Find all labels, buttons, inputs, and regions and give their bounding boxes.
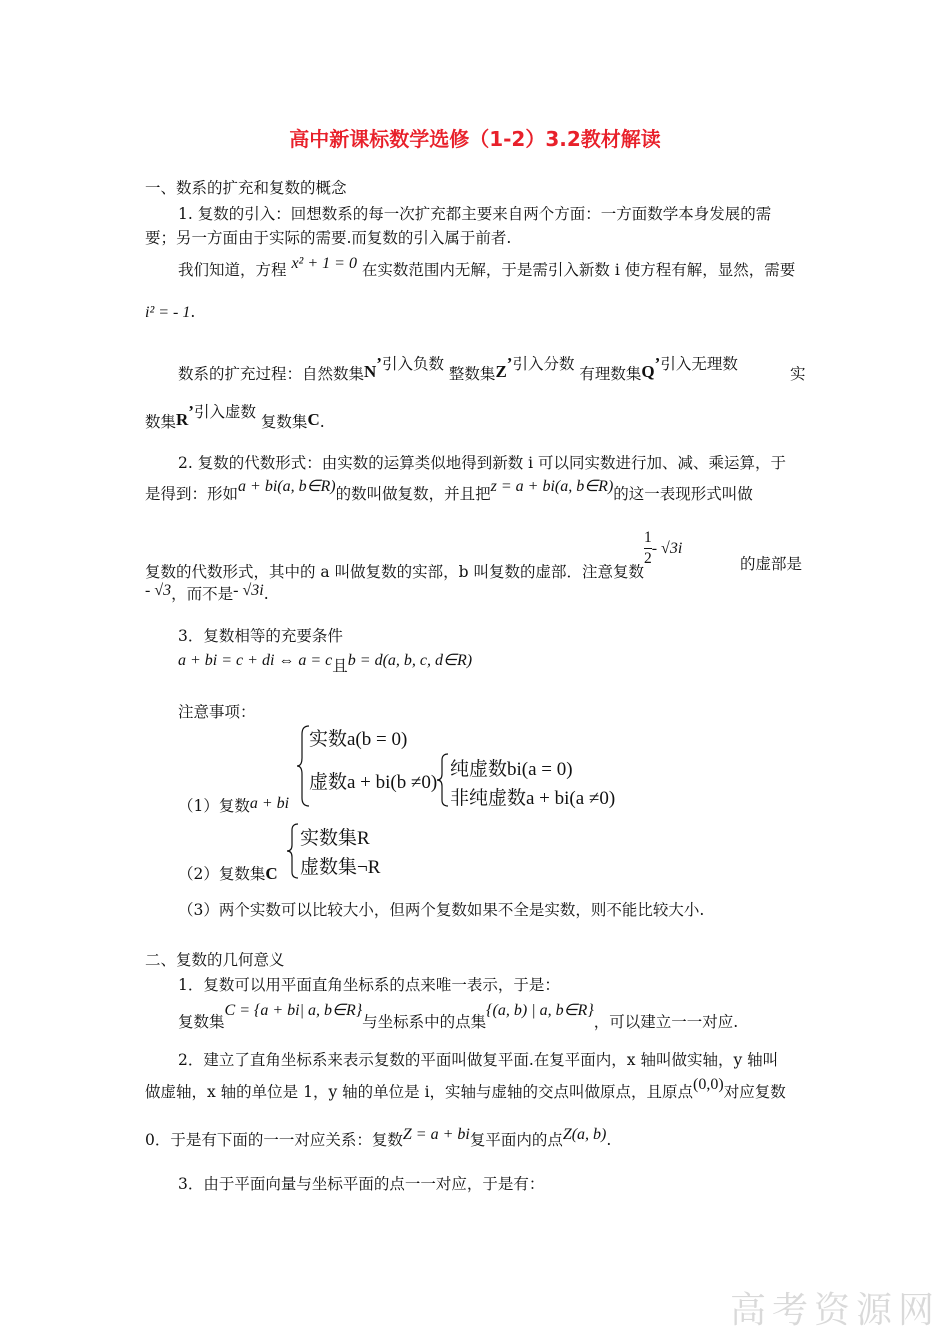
note-2-real-set: 实数集R xyxy=(300,828,370,849)
note-1-non-pure-imaginary: 非纯虚数a + bi(a ≠0) xyxy=(450,788,616,809)
algebraic-form-expr: z = a + bi(a, b∈R) xyxy=(490,478,614,495)
imag-part-value: - √3 xyxy=(145,582,172,599)
equation-paragraph: 我们知道，方程 x² + 1 = 0 在实数范围内无解，于是需引入新数 i 使方程有解，显然，需要 xyxy=(178,255,796,279)
not-imag-part-value: - √3i xyxy=(233,582,264,599)
note-1-imaginary-number: 虚数a + bi(b ≠0) xyxy=(309,772,438,793)
note-3: （3）两个实数可以比较大小，但两个复数如果不全是实数，则不能比较大小. xyxy=(178,901,705,919)
equation-x-squared: x² + 1 = 0 xyxy=(291,255,357,272)
algebraic-form-line-4: - √3，而不是- √3i. xyxy=(145,582,269,603)
equality-heading: 3．复数相等的充要条件 xyxy=(178,627,343,645)
origin-point: (0,0) xyxy=(693,1076,724,1093)
geometric-line-1: 1．复数可以用平面直角坐标系的点来唯一表示，于是： xyxy=(178,976,560,994)
note-1-real-number: 实数a(b = 0) xyxy=(309,729,408,750)
i-squared-line: i² = - 1. xyxy=(145,303,196,321)
set-C-definition: C = {a + bi| a, b∈R} xyxy=(224,1002,363,1019)
watermark: 高考资源网 xyxy=(730,1290,941,1331)
note-1-sub-brace xyxy=(436,752,450,808)
section-2-heading: 二、复数的几何意义 xyxy=(145,951,285,969)
number-system-extension: 数系的扩充过程：自然数集N’引入负数 整数集Z’引入分数 有理数集Q’引入无理数 xyxy=(178,354,738,383)
equation-i-squared: i² = - 1 xyxy=(145,304,191,321)
set-N: N xyxy=(364,362,377,381)
algebraic-form-line-3-end: 的虚部是 xyxy=(740,555,803,573)
algebraic-form-line-3: 复数的代数形式，其中的 a 叫做复数的实部，b 叫复数的虚部．注意复数 $\frac{1}{2}$ - √3i xyxy=(145,529,683,581)
algebraic-form-line-1: 2. 复数的代数形式：由实数的运算类似地得到新数 i 可以同实数进行加、减、乘运算，于 xyxy=(178,454,787,472)
notes-heading: 注意事项： xyxy=(178,703,256,721)
note-2-imaginary-set: 虚数集¬R xyxy=(300,857,381,878)
set-Z: Z xyxy=(495,362,507,381)
section-1-heading: 一、数系的扩充和复数的概念 xyxy=(145,179,347,197)
document-title: 高中新课标数学选修（1-2）3.2教材解读 xyxy=(289,127,661,151)
geometric-line-2: 复数集C = {a + bi| a, b∈R}与坐标系中的点集{(a, b) | a, b∈R}，可以建立一一对应. xyxy=(178,1002,739,1031)
intro-paragraph-line-2: 要；另一方面由于实际的需要.而复数的引入属于前者. xyxy=(145,229,512,247)
set-Q: Q xyxy=(641,362,655,381)
vector-correspondence-line: 3．由于平面向量与坐标平面的点一一对应，于是有： xyxy=(178,1175,545,1193)
set-R: R xyxy=(176,410,189,429)
point-Z: Z(a, b) xyxy=(562,1126,607,1143)
point-set-definition: {(a, b) | a, b∈R} xyxy=(486,1002,594,1019)
extension-wrap-char: 实 xyxy=(790,365,806,383)
complex-plane-line-3: 0．于是有下面的一一对应关系：复数Z = a + bi复平面内的点Z(a, b). xyxy=(145,1126,612,1149)
algebraic-form-line-2: 是得到：形如a + bi(a, b∈R)的数叫做复数，并且把z = a + bi(a, b∈R)的这一表现形式叫做 xyxy=(145,478,753,503)
note-1-pure-imaginary: 纯虚数bi(a = 0) xyxy=(450,759,573,780)
note-1-label: （1）复数a + bi xyxy=(178,795,290,815)
complex-plane-line-2: 做虚轴，x 轴的单位是 1，y 轴的单位是 i，实轴与虚轴的交点叫做原点，且原点(0,0)对应复数 xyxy=(145,1076,786,1101)
note-2-brace xyxy=(286,822,300,880)
equality-formula: a + bi = c + di ⇔ a = c且b = d(a, b, c, d∈R) xyxy=(178,652,473,675)
complex-number-Z: Z = a + bi xyxy=(402,1126,470,1143)
complex-plane-line-1: 2．建立了直角坐标系来表示复数的平面叫做复平面.在复平面内，x 轴叫做实轴，y 轴叫 xyxy=(178,1051,779,1069)
number-system-extension-2: 数集R’引入虚数 复数集C. xyxy=(145,402,325,431)
complex-form-expr: a + bi(a, b∈R) xyxy=(238,478,336,495)
fraction-one-half: $\frac{1}{2}$ xyxy=(643,529,652,567)
set-C: C xyxy=(307,410,320,429)
intro-paragraph-line-1: 1. 复数的引入：回想数系的每一次扩充都主要来自两个方面：一方面数学本身发展的需 xyxy=(178,205,772,223)
note-2-label: （2）复数集C xyxy=(178,864,278,883)
